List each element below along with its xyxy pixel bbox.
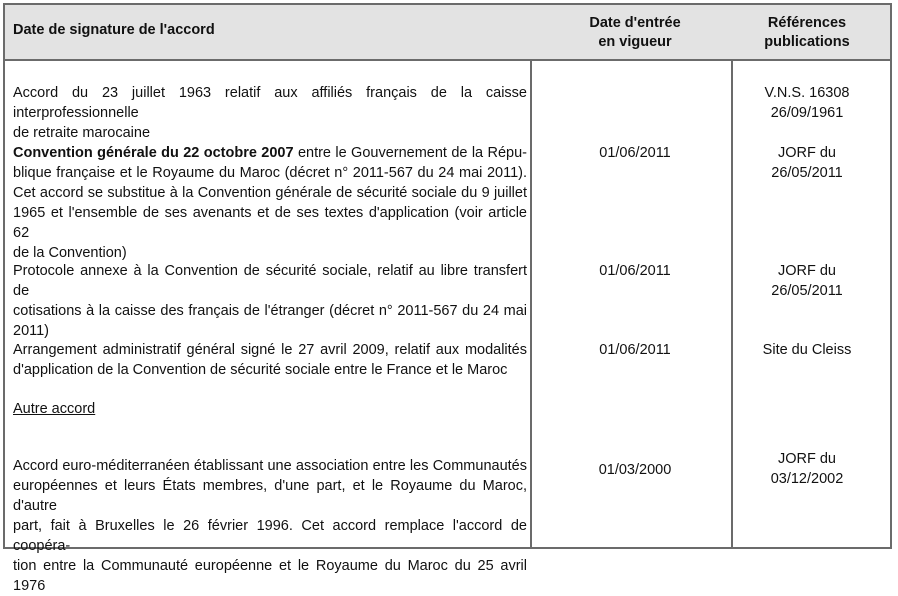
header-references-line2: publications xyxy=(764,34,850,50)
header-entry-date xyxy=(539,14,731,52)
description-line: Arrangement administratif général signé le 27 avril 2009, relatif aux modalités xyxy=(13,342,527,358)
table-row-description xyxy=(13,261,527,341)
description-line: part, fait à Bruxelles le 26 février 1996. Cet accord remplace l'accord de coopéra- xyxy=(13,518,527,554)
section-title-other-agreement: Autre accord xyxy=(13,401,96,417)
table-row-entry-date: 01/06/2011 xyxy=(599,263,671,279)
description-line: européennes et leurs États membres, d'une part, et le Royaume du Maroc, d'autre xyxy=(13,478,527,514)
description-line: tion entre la Communauté européenne et le Royaume du Maroc du 25 avril 1976 xyxy=(13,558,527,594)
header-entry-date-line1: Date d'entrée xyxy=(589,15,681,31)
header-references-line1: Références xyxy=(767,15,847,31)
description-line: Accord euro-méditerranéen établissant une association entre les Communautés xyxy=(13,458,527,474)
description-line: de la Convention) xyxy=(13,245,127,261)
table-header xyxy=(5,5,890,61)
table-row-entry-date: 01/06/2011 xyxy=(599,145,671,161)
description-line: de retraite marocaine xyxy=(13,125,151,141)
table-row-description xyxy=(13,83,527,143)
table-row-reference: Site du Cleiss xyxy=(762,342,852,358)
reference-line: 26/05/2011 xyxy=(771,165,843,181)
reference-line: JORF du xyxy=(777,451,836,467)
header-signature-date: Date de signature de l'accord xyxy=(13,22,215,38)
description-line: d'application de la Convention de sécurité sociale entre le France et le Maroc xyxy=(13,362,508,378)
table-row-reference xyxy=(733,261,881,301)
description-line: 2011) xyxy=(13,323,50,339)
table-row-description xyxy=(13,143,527,263)
description-line: Protocole annexe à la Convention de sécurité sociale, relatif au libre transfert de xyxy=(13,263,527,299)
table-row-description xyxy=(13,340,527,380)
agreements-table xyxy=(3,3,892,594)
description-line-rest: entre le Gouvernement de la Répu- xyxy=(293,145,527,161)
header-references xyxy=(733,14,881,52)
table-row-entry-date: 01/03/2000 xyxy=(598,462,672,478)
table-row-entry-date: 01/06/2011 xyxy=(599,342,671,358)
table-row-reference xyxy=(733,449,881,489)
table-row-reference xyxy=(733,143,881,183)
reference-line: 03/12/2002 xyxy=(770,471,844,487)
header-entry-date-line2: en vigueur xyxy=(598,34,672,50)
table-row-description xyxy=(13,456,527,596)
description-line: blique française et le Royaume du Maroc (décret n° 2011-567 du 24 mai 2011). xyxy=(13,165,527,181)
column-divider-1 xyxy=(530,5,532,547)
description-line xyxy=(13,143,527,163)
description-line: Accord du 23 juillet 1963 relatif aux affiliés français de la caisse interprofessionnelle xyxy=(13,85,527,121)
reference-line: 26/05/2011 xyxy=(771,283,843,299)
reference-line: V.N.S. 16308 xyxy=(764,85,850,101)
convention-title: Convention générale du 22 octobre 2007 xyxy=(13,145,294,161)
description-line: Cet accord se substitue à la Convention générale de sécurité sociale du 9 juillet xyxy=(13,185,527,201)
table-row-reference xyxy=(733,83,881,123)
reference-line: JORF du xyxy=(777,145,836,161)
reference-line: JORF du xyxy=(777,263,836,279)
description-line: cotisations à la caisse des français de l'étranger (décret n° 2011-567 du 24 mai xyxy=(13,303,527,319)
reference-line: 26/09/1961 xyxy=(770,105,844,121)
description-line: 1965 et l'ensemble de ses avenants et de ses textes d'application (voir article 62 xyxy=(13,205,527,241)
